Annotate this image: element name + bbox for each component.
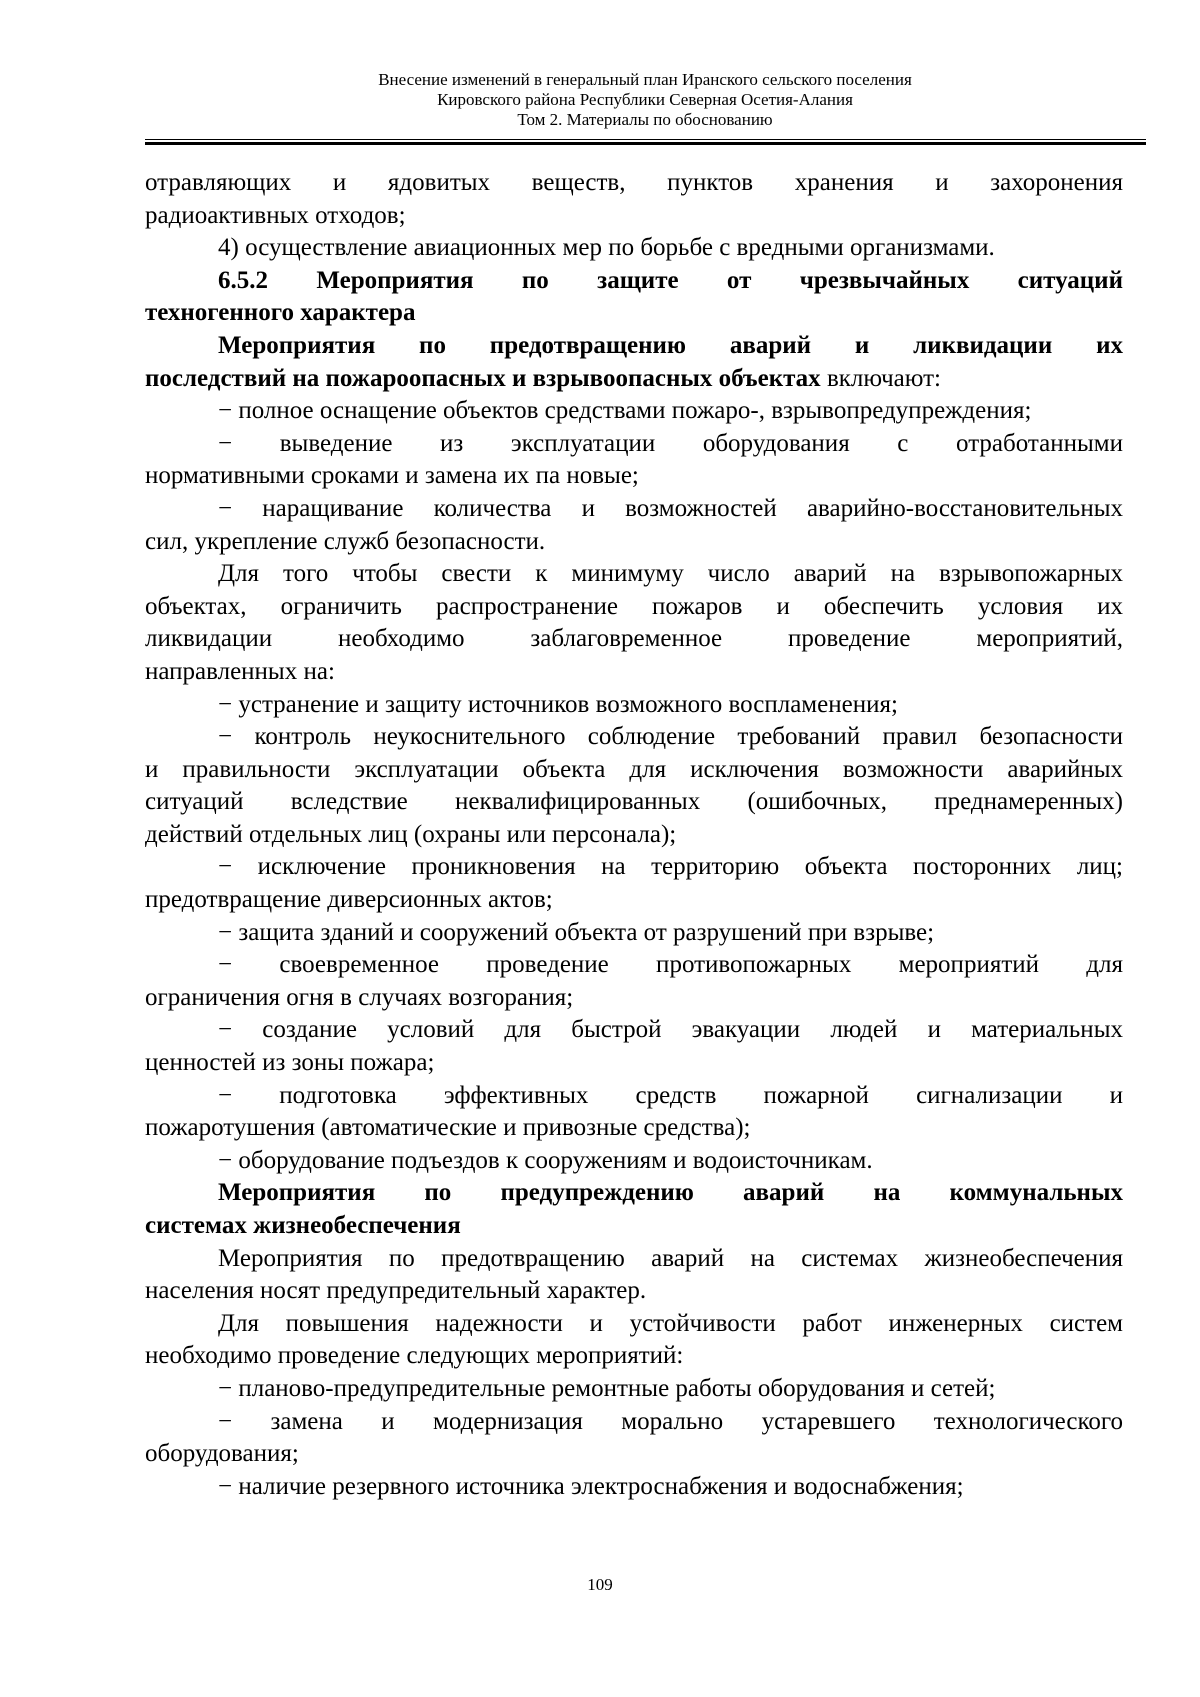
text-line-content: ситуаций вследствие неквалифицированных (ошибочных, преднамеренных) xyxy=(145,788,1123,816)
header-line-1: Внесение изменений в генеральный план Иранского сельского поселения xyxy=(378,70,912,89)
text-line xyxy=(145,526,1123,559)
text-line xyxy=(145,1406,1123,1439)
text-line xyxy=(145,721,1123,754)
running-header xyxy=(145,70,1145,130)
text-line-content: оборудования; xyxy=(145,1440,299,1468)
body-text xyxy=(145,167,1123,1503)
text-line xyxy=(145,1438,1123,1471)
text-line-content: − наращивание количества и возможностей аварийно-восстановительных xyxy=(218,494,1123,522)
text-line xyxy=(145,1471,1123,1504)
text-line-content: − подготовка эффективных средств пожарной сигнализации и xyxy=(218,1081,1123,1109)
text-line xyxy=(145,558,1123,591)
text-line-content: сил, укрепление служб безопасности. xyxy=(145,527,546,555)
header-line-2: Кировского района Республики Северная Осетия-Алания xyxy=(437,90,853,109)
text-line-content: − полное оснащение объектов средствами пожаро-, взрывопредупреждения; xyxy=(218,397,1032,425)
text-line-content: направленных на: xyxy=(145,657,335,685)
text-line xyxy=(145,1243,1123,1276)
text-line-content: ликвидации необходимо заблаговременное проведение мероприятий, xyxy=(145,625,1123,653)
text-line-content: 4) осуществление авиационных мер по борьбе с вредными организмами. xyxy=(218,234,995,262)
text-line xyxy=(145,232,1123,265)
text-line-content: Мероприятия по предотвращению аварий на системах жизнеобеспечения xyxy=(218,1244,1123,1272)
text-line xyxy=(145,786,1123,819)
text-line-content: − планово-предупредительные ремонтные работы оборудования и сетей; xyxy=(218,1374,996,1402)
text-line xyxy=(145,689,1123,722)
header-rule-thick xyxy=(145,142,1146,145)
text-line xyxy=(145,363,1123,396)
text-line xyxy=(145,265,1123,298)
text-line-content: Мероприятия по предотвращению аварий и ликвидации их xyxy=(218,331,1123,359)
text-line-content: Для того чтобы свести к минимуму число аварий на взрывопожарных xyxy=(218,560,1123,588)
text-line xyxy=(145,1014,1123,1047)
text-line-content: Мероприятия по предупреждению аварий на коммунальных xyxy=(218,1179,1123,1207)
header-rule-thin xyxy=(145,139,1146,140)
text-line-content: − наличие резервного источника электроснабжения и водоснабжения; xyxy=(218,1472,964,1500)
header-line-3: Том 2. Материалы по обоснованию xyxy=(517,110,773,129)
text-line xyxy=(145,884,1123,917)
text-line xyxy=(145,819,1123,852)
text-line xyxy=(145,656,1123,689)
text-line xyxy=(145,1177,1123,1210)
text-line-content: действий отдельных лиц (охраны или персонала); xyxy=(145,820,677,848)
text-line xyxy=(145,851,1123,884)
text-line-content: − своевременное проведение противопожарных мероприятий для xyxy=(218,951,1123,979)
text-line-content: Для повышения надежности и устойчивости работ инженерных систем xyxy=(218,1309,1123,1337)
text-line-content: ограничения огня в случаях возгорания; xyxy=(145,983,574,1011)
text-line xyxy=(145,330,1123,363)
text-line xyxy=(145,917,1123,950)
text-line-content: ценностей из зоны пожара; xyxy=(145,1049,435,1077)
text-line xyxy=(145,1308,1123,1341)
text-line-content: техногенного характера xyxy=(145,299,416,327)
text-line-content: нормативными сроками и замена их па новые; xyxy=(145,462,639,490)
text-line-content: − оборудование подъездов к сооружениям и водоисточникам. xyxy=(218,1146,873,1174)
text-line-content: − защита зданий и сооружений объекта от разрушений при взрыве; xyxy=(218,918,935,946)
text-line xyxy=(145,1340,1123,1373)
text-line xyxy=(145,1080,1123,1113)
text-line-content: − выведение из эксплуатации оборудования с отработанными xyxy=(218,429,1123,457)
text-line xyxy=(145,1145,1123,1178)
text-line xyxy=(145,1210,1123,1243)
text-line xyxy=(145,1275,1123,1308)
text-line xyxy=(145,982,1123,1015)
text-line xyxy=(145,754,1123,787)
text-line xyxy=(145,167,1123,200)
text-line-content: и правильности эксплуатации объекта для исключения возможности аварийных xyxy=(145,755,1123,783)
text-line-tail: включают: xyxy=(820,364,941,392)
text-line-content: − создание условий для быстрой эвакуации людей и материальных xyxy=(218,1016,1123,1044)
text-line-content: системах жизнеобеспечения xyxy=(145,1212,461,1239)
text-line-content: предотвращение диверсионных актов; xyxy=(145,886,553,914)
text-line xyxy=(145,949,1123,982)
text-line-content: последствий на пожароопасных и взрывоопасных объектах xyxy=(145,364,821,392)
text-line xyxy=(145,1047,1123,1080)
text-line xyxy=(145,428,1123,461)
text-line-content: отравляющих и ядовитых веществ, пунктов хранения и захоронения xyxy=(145,169,1123,196)
text-line xyxy=(145,493,1123,526)
text-line xyxy=(145,297,1123,330)
text-line-content: − исключение проникновения на территорию объекта посторонних лиц; xyxy=(218,853,1123,881)
text-line-content: 6.5.2 Мероприятия по защите от чрезвычайных ситуаций xyxy=(218,266,1123,294)
text-line-content: объектах, ограничить распространение пожаров и обеспечить условия их xyxy=(145,592,1123,620)
text-line xyxy=(145,1112,1123,1145)
text-line xyxy=(145,200,1123,233)
text-line xyxy=(145,395,1123,428)
text-line-content: населения носят предупредительный характер. xyxy=(145,1277,647,1305)
text-line xyxy=(145,1373,1123,1406)
page-number: 109 xyxy=(587,1575,613,1594)
text-line-content: − контроль неукоснительного соблюдение требований правил безопасности xyxy=(218,723,1123,751)
text-line-content: − устранение и защиту источников возможного воспламенения; xyxy=(218,690,898,718)
text-line xyxy=(145,591,1123,624)
text-line xyxy=(145,623,1123,656)
text-line-content: − замена и модернизация морально устаревшего технологического xyxy=(218,1407,1123,1435)
text-line-content: необходимо проведение следующих мероприятий: xyxy=(145,1342,684,1370)
text-line-content: пожаротушения (автоматические и привозные средства); xyxy=(145,1114,751,1142)
text-line xyxy=(145,460,1123,493)
text-line-content: радиоактивных отходов; xyxy=(145,201,406,229)
